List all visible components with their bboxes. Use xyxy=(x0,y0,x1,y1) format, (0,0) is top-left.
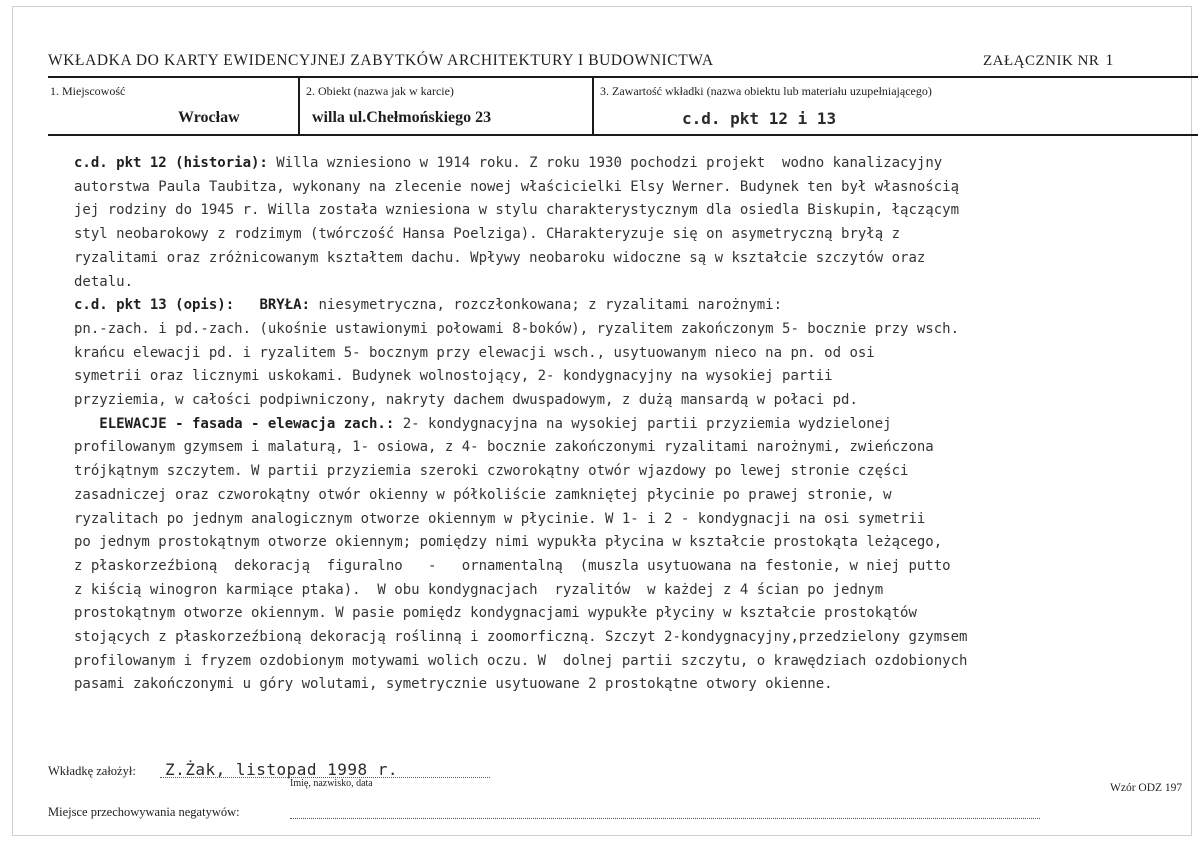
body-line-text: przyziemia, w całości podpiwniczony, nakryty dachem dwuspadowym, z dużą mansardą w połaci pd. xyxy=(74,392,858,409)
insert-author-caption: Imię, nazwisko, data xyxy=(290,778,373,789)
body-line-heading: c.d. pkt 12 (historia): xyxy=(74,155,268,171)
body-line xyxy=(74,247,1184,271)
body-line xyxy=(74,294,1184,318)
body-line-text: prostokątnym otworze okiennym. W pasie pomiędz kondygnacjami wypukłe płyciny w kształcie prostokątów xyxy=(74,605,917,622)
body-line-heading: c.d. pkt 13 (opis): xyxy=(74,297,235,314)
body-line-text: Willa wzniesiono w 1914 roku. Z roku 1930 pochodzi projekt wodno kanalizacyjny xyxy=(267,155,943,171)
body-line xyxy=(74,579,1184,603)
body-line xyxy=(74,436,1184,460)
body-line xyxy=(74,365,1184,389)
body-line xyxy=(74,389,1184,413)
body-line-text: po jednym prostokątnym otworze okiennym; pomiędzy nimi wypukła płycina w kształcie prostokąta leżącego, xyxy=(74,534,943,551)
body-line xyxy=(74,271,1184,295)
annex-number: 1 xyxy=(1105,52,1114,69)
body-line-text: pn.-zach. i pd.-zach. (ukośnie ustawionymi połowami 8-boków), ryzalitem zakończonym 5- bocznie przy wsch. xyxy=(74,320,960,337)
body-line xyxy=(74,223,1184,247)
body-line-heading: ELEWACJE - fasada - elewacja zach.: xyxy=(74,415,395,432)
body-line xyxy=(74,602,1184,626)
form-title: WKŁADKA DO KARTY EWIDENCYJNEJ ZABYTKÓW ARCHITEKTURY I BUDOWNICTWA xyxy=(48,52,714,69)
body-line-text: 2- kondygnacyjna na wysokiej partii przyziemia wydzielonej xyxy=(394,415,892,432)
negatives-location-label: Miejsce przechowywania negatywów: xyxy=(48,805,240,819)
body-line-text: z płaskorzeźbioną dekoracją figuralno - ornamentalną (muszla usytuowana na festonie, w niej putto xyxy=(74,557,951,574)
body-line-heading: BRYŁA: xyxy=(259,297,311,314)
field-2-value: willa ul.Chełmońskiego 23 xyxy=(312,109,492,126)
body-line xyxy=(74,176,1184,200)
field-2-label: 2. Obiekt (nazwa jak w karcie) xyxy=(306,84,454,98)
body-line-text: zasadniczej oraz czworokątny otwór okienny w półkoliście zamkniętej płycinie po prawej stronie, w xyxy=(74,486,892,503)
body-line xyxy=(74,555,1184,579)
annex-label-text: ZAŁĄCZNIK NR xyxy=(983,53,1100,69)
body-line-text: ryzalitami oraz zróżnicowanym kształtem dachu. Wpływy neobaroku widoczne są w kształcie szczytów oraz xyxy=(74,249,926,266)
body-line-text: krańcu elewacji pd. i ryzalitem 5- bocznym przy elewacji wsch., usytuowanym nieco na pn. od osi xyxy=(74,344,875,361)
field-3-value: c.d. pkt 12 i 13 xyxy=(682,109,837,128)
body-line xyxy=(74,342,1184,366)
body-line xyxy=(74,531,1184,555)
body-line-text: ryzalitach po jednym analogicznym otworze okiennym w płycinie. W 1- i 2 - kondygnacji na osi symetrii xyxy=(74,510,926,527)
insert-author-label: Wkładkę założył: xyxy=(48,764,136,778)
header-rule-top xyxy=(48,76,1198,78)
negatives-location-dotted-line xyxy=(290,818,1040,819)
header-rule-bottom xyxy=(48,134,1198,136)
body-line-text: niesymetryczna, rozczłonkowana; z ryzalitami narożnymi: xyxy=(310,297,783,314)
body-line xyxy=(74,650,1184,674)
body-line-text: jej rodziny do 1945 r. Willa została wzniesiona w stylu charakterystycznym dla osiedla Biskupin, łączącym xyxy=(74,202,960,219)
field-1-value: Wrocław xyxy=(178,109,240,126)
field-1-label: 1. Miejscowość xyxy=(50,84,126,98)
body-line xyxy=(74,508,1184,532)
body-line-text: pasami zakończonymi u góry wolutami, symetrycznie usytuowane 2 prostokątne otwory okienne. xyxy=(74,676,833,693)
body-line xyxy=(74,460,1184,484)
body-line-text: z kiścią winogron karmiące ptaka). W obu kondygnacjach ryzalitów w każdej z 4 ścian po jednym xyxy=(74,581,884,598)
body-line-text: symetrii oraz licznymi uskokami. Budynek wolnostojący, 2- kondygnacyjny na wysokiej partii xyxy=(74,368,833,385)
annex-label xyxy=(983,52,1114,70)
form-code: Wzór ODZ 197 xyxy=(1110,782,1183,794)
body-line xyxy=(74,413,1184,437)
body-line xyxy=(74,152,1184,176)
field-3-label: 3. Zawartość wkładki (nazwa obiektu lub materiału uzupełniającego) xyxy=(600,84,932,98)
description-body xyxy=(74,152,1184,697)
body-line-text: profilowanym i fryzem ozdobionym motywami wolich oczu. W dolnej partii szczytu, o krawędziach ozdobionych xyxy=(74,652,968,669)
body-line-text: stojących z płaskorzeźbioną dekoracją roślinną i zoomorficzną. Szczyt 2-kondygnacyjny,przedzielony gzymsem xyxy=(74,629,968,646)
body-line-text xyxy=(234,297,259,313)
body-line xyxy=(74,199,1184,223)
field-divider-1 xyxy=(298,78,300,134)
body-line xyxy=(74,484,1184,508)
body-line xyxy=(74,318,1184,342)
body-line-text: styl neobarokowy z rodzimym (twórczość Hansa Poelziga). CHarakteryzuje się on asymetryczną bryłą z xyxy=(74,226,901,243)
body-line-text: profilowanym gzymsem i malaturą, 1- osiowa, z 4- bocznie zakończonymi ryzalitami narożnymi, zwieńczona xyxy=(74,439,934,456)
field-divider-2 xyxy=(592,78,594,134)
body-line xyxy=(74,626,1184,650)
body-line-text: autorstwa Paula Taubitza, wykonany na zlecenie nowej właścicielki Elsy Werner. Budynek ten był własnością xyxy=(74,178,960,195)
body-line-text: trójkątnym szczytem. W partii przyziemia szeroki czworokątny otwór wjazdowy po lewej stronie części xyxy=(74,463,909,480)
body-line-text: detalu. xyxy=(74,273,134,290)
insert-author-value: Z.Żak, listopad 1998 r. xyxy=(165,760,399,779)
body-line xyxy=(74,673,1184,697)
